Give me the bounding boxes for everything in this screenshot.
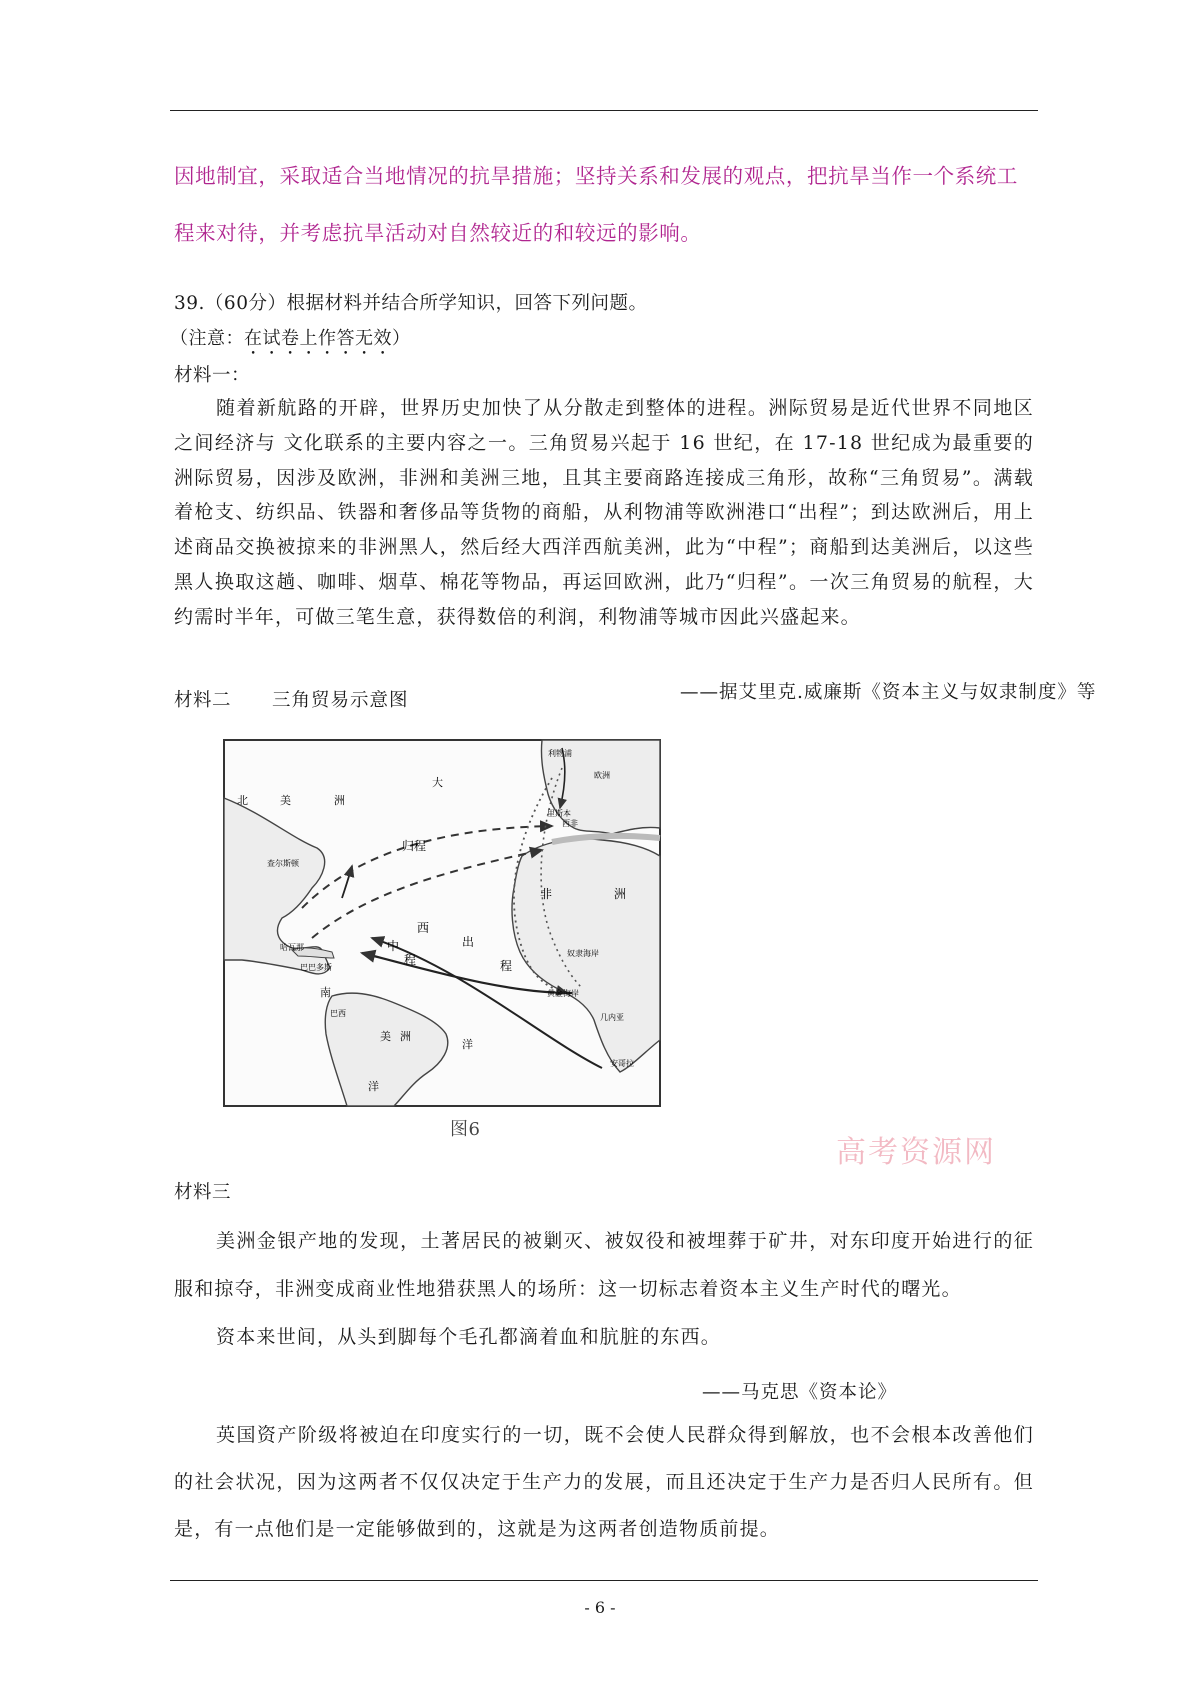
map-label-guinea: 几内亚 <box>600 1013 624 1022</box>
map-label-slave-coast: 奴隶海岸 <box>567 949 599 958</box>
page-number: - 6 - <box>584 1598 616 1617</box>
map-label-sa2: 美 <box>380 1030 391 1043</box>
material1-label: 材料一： <box>174 365 251 386</box>
map-label-charleston: 查尔斯顿 <box>267 859 299 868</box>
map-label-middle2: 程 <box>404 953 417 967</box>
map-label-sa3: 洲 <box>400 1030 411 1043</box>
question-note <box>170 324 411 359</box>
map-label-na2: 美 <box>280 794 291 807</box>
map-label-africa2: 洲 <box>614 887 627 901</box>
material3-label: 材料三 <box>174 1182 232 1203</box>
watermark-logo: 高考资源网 <box>836 1135 996 1170</box>
map-label-na3: 洲 <box>334 794 345 807</box>
map-label-ocean2: 洋 <box>368 1080 379 1093</box>
map-label-west-africa: 西非 <box>562 819 578 828</box>
material3-paragraph-1: 美洲金银产地的发现，土著居民的被剿灭、被奴役和被埋葬于矿井，对东印度开始进行的征服和掠夺，非洲变成商业性地猎获黑人的场所：这一切标志着资本主义生产时代的曙光。 <box>174 1230 1034 1300</box>
material1-body: 随着新航路的开辟，世界历史加快了从分散走到整体的进程。洲际贸易是近代世界不同地区之间经济与 文化联系的主要内容之一。三角贸易兴起于 16 世纪，在 17-18 世纪成为最重要的洲际贸易，因涉及欧洲，非洲和美洲三地，且其主要商路连接成三角形，故称“三角贸易”。满载着枪支、纺织品、铁器和奢侈品等货物的商船，从利物浦等欧洲港口“出程”；到达欧洲后，用上述商品交换被掠来的非洲黑人，然后经大西洋西航美洲，此为“中程”；商船到达美洲后，以这些黑人换取这趟、咖啡、烟草、棉花等物品，再运回欧洲，此乃“归程”。一次三角贸易的航程，大约需时半年，可做三笔生意，获得数倍的利润，利物浦等城市因此兴盛起来。 <box>174 397 1034 628</box>
note-suffix: ） <box>392 328 411 349</box>
map-label-outbound2: 程 <box>500 959 513 973</box>
map-label-gold-coast: 黄金海岸 <box>547 989 579 998</box>
note-emphasis: 在试卷上作答无效 <box>244 328 392 349</box>
map-label-liverpool: 利物浦 <box>548 749 572 758</box>
map-label-barbados: 巴巴多斯 <box>300 963 332 972</box>
map-label-west: 西 <box>417 921 430 935</box>
note-prefix: （注意： <box>170 328 244 349</box>
material1-source: ——据艾里克.威廉斯《资本主义与奴隶制度》等 <box>680 682 1097 703</box>
map-label-angola: 安哥拉 <box>610 1059 634 1068</box>
map-label-havana: 哈瓦那 <box>280 943 304 952</box>
material2-label: 材料二 <box>174 690 232 711</box>
map-label-middle1: 中 <box>387 939 400 953</box>
material3-source: ——马克思《资本论》 <box>702 1382 898 1403</box>
map-label-europe: 欧洲 <box>594 771 610 780</box>
figure-label: 图6 <box>450 1119 481 1140</box>
map-label-brazil: 巴西 <box>330 1009 346 1018</box>
map-label-ocean1: 洋 <box>462 1038 473 1051</box>
triangle-trade-map <box>222 738 662 1108</box>
answer-text: 因地制宜，采取适合当地情况的抗旱措施；坚持关系和发展的观点，把抗旱当作一个系统工程来对待，并考虑抗旱活动对自然较近的和较远的影响。 <box>174 164 1018 245</box>
map-label-return-route: 归程 <box>402 839 427 853</box>
material3-paragraph-3: 英国资产阶级将被迫在印度实行的一切，既不会使人民群众得到解放，也不会根本改善他们的社会状况，因为这两者不仅仅决定于生产力的发展，而且还决定于生产力是否归人民所有。但是，有一点他们是一定能够做到的，这就是为这两者创造物质前提。 <box>174 1424 1034 1540</box>
map-label-atlantic-top: 大 <box>432 776 443 789</box>
map-label-lisbon: 里斯本 <box>547 809 571 818</box>
material2-title: 三角贸易示意图 <box>272 690 409 711</box>
map-label-africa1: 非 <box>540 887 553 901</box>
material3-paragraph-2: 资本来世间，从头到脚每个毛孔都滴着血和肮脏的东西。 <box>216 1326 722 1348</box>
map-label-outbound1: 出 <box>462 935 475 949</box>
header-rule <box>170 110 1038 111</box>
map-label-sa1: 南 <box>320 986 331 999</box>
question-header: 39.（60分）根据材料并结合所学知识，回答下列问题。 <box>174 293 648 314</box>
footer-rule <box>170 1580 1038 1581</box>
map-label-na1: 北 <box>237 794 248 807</box>
